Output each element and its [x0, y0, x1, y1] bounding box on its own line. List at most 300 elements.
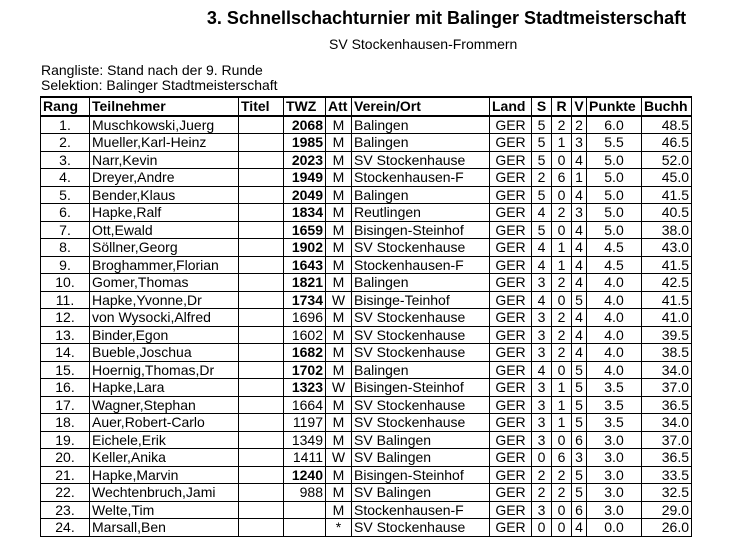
points-cell: 4.0: [587, 326, 642, 344]
country-cell: GER: [490, 169, 532, 187]
buchholz-cell: 41.5: [642, 186, 692, 204]
buchholz-cell: 43.0: [642, 239, 692, 257]
rank-cell: 9.: [41, 256, 90, 274]
att-cell: M: [326, 186, 352, 204]
name-cell: Welte,Tim: [90, 501, 239, 519]
table-row: [41, 116, 692, 134]
buchholz-cell: 29.0: [642, 501, 692, 519]
title-cell: [239, 414, 284, 432]
country-cell: GER: [490, 291, 532, 309]
wins-cell: 5: [532, 116, 552, 134]
country-cell: GER: [490, 431, 532, 449]
col-att: Att: [326, 97, 352, 116]
points-cell: 4.0: [587, 291, 642, 309]
title-cell: [239, 151, 284, 169]
table-row: [41, 379, 692, 397]
points-cell: 3.0: [587, 501, 642, 519]
table-row: [41, 221, 692, 239]
name-cell: Eichele,Erik: [90, 431, 239, 449]
club-cell: Bisinge-Teinhof: [352, 291, 490, 309]
name-cell: Bueble,Joschua: [90, 344, 239, 362]
wins-cell: 5: [532, 151, 552, 169]
buchholz-cell: 52.0: [642, 151, 692, 169]
country-cell: GER: [490, 519, 532, 537]
name-cell: Wagner,Stephan: [90, 396, 239, 414]
wins-cell: 3: [532, 396, 552, 414]
twz-cell: 2049: [284, 186, 326, 204]
att-cell: M: [326, 309, 352, 327]
club-cell: Balingen: [352, 361, 490, 379]
losses-cell: 3: [572, 204, 587, 222]
draws-cell: 2: [552, 484, 572, 502]
points-cell: 5.5: [587, 134, 642, 152]
title-cell: [239, 239, 284, 257]
name-cell: Binder,Egon: [90, 326, 239, 344]
name-cell: Muschkowski,Juerg: [90, 116, 239, 134]
points-cell: 3.0: [587, 484, 642, 502]
twz-cell: 1659: [284, 221, 326, 239]
club-cell: Balingen: [352, 134, 490, 152]
title-cell: [239, 204, 284, 222]
name-cell: Auer,Robert-Carlo: [90, 414, 239, 432]
att-cell: W: [326, 291, 352, 309]
table-row: [41, 256, 692, 274]
table-row: [41, 466, 692, 484]
table-row: [41, 239, 692, 257]
wins-cell: 5: [532, 186, 552, 204]
country-cell: GER: [490, 466, 532, 484]
att-cell: M: [326, 256, 352, 274]
att-cell: M: [326, 396, 352, 414]
table-row: [41, 309, 692, 327]
draws-cell: 2: [552, 204, 572, 222]
points-cell: 3.0: [587, 431, 642, 449]
country-cell: GER: [490, 116, 532, 134]
country-cell: GER: [490, 151, 532, 169]
country-cell: GER: [490, 379, 532, 397]
club-cell: SV Balingen: [352, 431, 490, 449]
wins-cell: 0: [532, 519, 552, 537]
title-cell: [239, 326, 284, 344]
table-row: [41, 344, 692, 362]
points-cell: 0.0: [587, 519, 642, 537]
rank-cell: 5.: [41, 186, 90, 204]
rank-cell: 22.: [41, 484, 90, 502]
club-cell: SV Stockenhause: [352, 344, 490, 362]
col-r: R: [552, 97, 572, 116]
losses-cell: 1: [572, 169, 587, 187]
losses-cell: 4: [572, 309, 587, 327]
rank-cell: 20.: [41, 449, 90, 467]
twz-cell: 1602: [284, 326, 326, 344]
title-cell: [239, 396, 284, 414]
club-cell: SV Stockenhause: [352, 396, 490, 414]
col-teilnehmer: Teilnehmer: [90, 97, 239, 116]
rank-cell: 14.: [41, 344, 90, 362]
points-cell: 3.0: [587, 466, 642, 484]
name-cell: Broghammer,Florian: [90, 256, 239, 274]
rank-cell: 21.: [41, 466, 90, 484]
losses-cell: 5: [572, 361, 587, 379]
wins-cell: 4: [532, 204, 552, 222]
draws-cell: 0: [552, 519, 572, 537]
table-row: [41, 169, 692, 187]
col-v: V: [572, 97, 587, 116]
twz-cell: 1411: [284, 449, 326, 467]
document-subtitle: SV Stockenhausen-Frommern: [329, 36, 518, 52]
draws-cell: 1: [552, 134, 572, 152]
losses-cell: 5: [572, 484, 587, 502]
name-cell: von Wysocki,Alfred: [90, 309, 239, 327]
country-cell: GER: [490, 239, 532, 257]
att-cell: *: [326, 519, 352, 537]
losses-cell: 4: [572, 151, 587, 169]
title-cell: [239, 309, 284, 327]
points-cell: 5.0: [587, 151, 642, 169]
country-cell: GER: [490, 344, 532, 362]
name-cell: Hapke,Ralf: [90, 204, 239, 222]
losses-cell: 5: [572, 396, 587, 414]
country-cell: GER: [490, 396, 532, 414]
table-row: [41, 449, 692, 467]
points-cell: 3.5: [587, 379, 642, 397]
country-cell: GER: [490, 309, 532, 327]
att-cell: M: [326, 484, 352, 502]
rank-cell: 11.: [41, 291, 90, 309]
twz-cell: 1834: [284, 204, 326, 222]
rank-cell: 18.: [41, 414, 90, 432]
club-cell: Reutlingen: [352, 204, 490, 222]
col-s: S: [532, 97, 552, 116]
att-cell: M: [326, 414, 352, 432]
att-cell: M: [326, 344, 352, 362]
points-cell: 5.0: [587, 169, 642, 187]
name-cell: Hapke,Lara: [90, 379, 239, 397]
wins-cell: 3: [532, 344, 552, 362]
draws-cell: 2: [552, 116, 572, 134]
club-cell: SV Balingen: [352, 484, 490, 502]
points-cell: 5.0: [587, 186, 642, 204]
att-cell: W: [326, 449, 352, 467]
buchholz-cell: 32.5: [642, 484, 692, 502]
losses-cell: 4: [572, 274, 587, 292]
twz-cell: [284, 519, 326, 537]
points-cell: 4.5: [587, 239, 642, 257]
att-cell: M: [326, 431, 352, 449]
points-cell: 3.5: [587, 396, 642, 414]
country-cell: GER: [490, 449, 532, 467]
losses-cell: 3: [572, 449, 587, 467]
att-cell: M: [326, 326, 352, 344]
points-cell: 6.0: [587, 116, 642, 134]
rank-cell: 4.: [41, 169, 90, 187]
table-row: [41, 484, 692, 502]
losses-cell: 4: [572, 326, 587, 344]
buchholz-cell: 34.0: [642, 414, 692, 432]
wins-cell: 4: [532, 239, 552, 257]
twz-cell: 1902: [284, 239, 326, 257]
buchholz-cell: 39.5: [642, 326, 692, 344]
title-cell: [239, 484, 284, 502]
draws-cell: 1: [552, 396, 572, 414]
wins-cell: 3: [532, 431, 552, 449]
draws-cell: 2: [552, 326, 572, 344]
rank-cell: 16.: [41, 379, 90, 397]
att-cell: W: [326, 379, 352, 397]
club-cell: Bisingen-Steinhof: [352, 379, 490, 397]
title-cell: [239, 501, 284, 519]
table-row: [41, 291, 692, 309]
wins-cell: 3: [532, 309, 552, 327]
club-cell: SV Stockenhause: [352, 326, 490, 344]
name-cell: Söllner,Georg: [90, 239, 239, 257]
table-row: [41, 151, 692, 169]
club-cell: SV Balingen: [352, 449, 490, 467]
draws-cell: 0: [552, 501, 572, 519]
title-cell: [239, 169, 284, 187]
draws-cell: 1: [552, 239, 572, 257]
table-row: [41, 519, 692, 537]
wins-cell: 3: [532, 414, 552, 432]
losses-cell: 4: [572, 239, 587, 257]
draws-cell: 2: [552, 466, 572, 484]
losses-cell: 4: [572, 256, 587, 274]
twz-cell: 1696: [284, 309, 326, 327]
points-cell: 5.0: [587, 221, 642, 239]
wins-cell: 4: [532, 291, 552, 309]
losses-cell: 6: [572, 431, 587, 449]
buchholz-cell: 37.0: [642, 379, 692, 397]
twz-cell: 988: [284, 484, 326, 502]
rank-cell: 7.: [41, 221, 90, 239]
wins-cell: 3: [532, 379, 552, 397]
losses-cell: 5: [572, 414, 587, 432]
name-cell: Mueller,Karl-Heinz: [90, 134, 239, 152]
draws-cell: 0: [552, 361, 572, 379]
losses-cell: 5: [572, 379, 587, 397]
name-cell: Marsall,Ben: [90, 519, 239, 537]
title-cell: [239, 344, 284, 362]
country-cell: GER: [490, 221, 532, 239]
wins-cell: 0: [532, 449, 552, 467]
buchholz-cell: 34.0: [642, 361, 692, 379]
standings-table: [40, 96, 692, 537]
country-cell: GER: [490, 484, 532, 502]
table-row: [41, 274, 692, 292]
twz-cell: 1240: [284, 466, 326, 484]
buchholz-cell: 48.5: [642, 116, 692, 134]
club-cell: Balingen: [352, 116, 490, 134]
table-header-row: [41, 97, 692, 116]
table-row: [41, 186, 692, 204]
wins-cell: 2: [532, 466, 552, 484]
country-cell: GER: [490, 274, 532, 292]
wins-cell: 2: [532, 484, 552, 502]
name-cell: Hapke,Marvin: [90, 466, 239, 484]
country-cell: GER: [490, 256, 532, 274]
att-cell: M: [326, 221, 352, 239]
draws-cell: 0: [552, 291, 572, 309]
twz-cell: 1197: [284, 414, 326, 432]
draws-cell: 2: [552, 309, 572, 327]
twz-cell: 1349: [284, 431, 326, 449]
country-cell: GER: [490, 326, 532, 344]
club-cell: Balingen: [352, 274, 490, 292]
rank-cell: 15.: [41, 361, 90, 379]
rank-cell: 23.: [41, 501, 90, 519]
club-cell: Stockenhausen-F: [352, 501, 490, 519]
att-cell: M: [326, 239, 352, 257]
rank-cell: 3.: [41, 151, 90, 169]
rank-cell: 10.: [41, 274, 90, 292]
buchholz-cell: 40.5: [642, 204, 692, 222]
name-cell: Keller,Anika: [90, 449, 239, 467]
title-cell: [239, 291, 284, 309]
draws-cell: 0: [552, 221, 572, 239]
wins-cell: 5: [532, 134, 552, 152]
points-cell: 3.5: [587, 414, 642, 432]
att-cell: M: [326, 116, 352, 134]
draws-cell: 6: [552, 169, 572, 187]
country-cell: GER: [490, 414, 532, 432]
title-cell: [239, 519, 284, 537]
att-cell: M: [326, 151, 352, 169]
points-cell: 4.0: [587, 361, 642, 379]
buchholz-cell: 26.0: [642, 519, 692, 537]
buchholz-cell: 38.5: [642, 344, 692, 362]
buchholz-cell: 33.5: [642, 466, 692, 484]
table-row: [41, 501, 692, 519]
twz-cell: 1734: [284, 291, 326, 309]
buchholz-cell: 36.5: [642, 449, 692, 467]
country-cell: GER: [490, 501, 532, 519]
name-cell: Ott,Ewald: [90, 221, 239, 239]
draws-cell: 0: [552, 151, 572, 169]
points-cell: 4.0: [587, 274, 642, 292]
col-land: Land: [490, 97, 532, 116]
rank-cell: 8.: [41, 239, 90, 257]
table-row: [41, 326, 692, 344]
name-cell: Hoernig,Thomas,Dr: [90, 361, 239, 379]
col-twz: TWZ: [284, 97, 326, 116]
draws-cell: 1: [552, 256, 572, 274]
rank-cell: 17.: [41, 396, 90, 414]
title-cell: [239, 134, 284, 152]
twz-cell: 1643: [284, 256, 326, 274]
wins-cell: 4: [532, 256, 552, 274]
document-title: 3. Schnellschachturnier mit Balinger Stadtmeisterschaft: [206, 8, 687, 28]
club-cell: SV Stockenhause: [352, 239, 490, 257]
col-punkte: Punkte: [587, 97, 642, 116]
att-cell: M: [326, 274, 352, 292]
ranking-status: Rangliste: Stand nach der 9. Runde: [41, 62, 263, 78]
country-cell: GER: [490, 204, 532, 222]
table-row: [41, 134, 692, 152]
points-cell: 4.5: [587, 256, 642, 274]
club-cell: SV Stockenhause: [352, 519, 490, 537]
title-cell: [239, 221, 284, 239]
twz-cell: [284, 501, 326, 519]
losses-cell: 5: [572, 466, 587, 484]
rank-cell: 13.: [41, 326, 90, 344]
table-row: [41, 204, 692, 222]
wins-cell: 2: [532, 169, 552, 187]
country-cell: GER: [490, 361, 532, 379]
att-cell: M: [326, 466, 352, 484]
buchholz-cell: 38.0: [642, 221, 692, 239]
club-cell: SV Stockenhause: [352, 151, 490, 169]
name-cell: Hapke,Yvonne,Dr: [90, 291, 239, 309]
att-cell: M: [326, 501, 352, 519]
title-cell: [239, 361, 284, 379]
draws-cell: 2: [552, 344, 572, 362]
wins-cell: 3: [532, 274, 552, 292]
title-cell: [239, 449, 284, 467]
title-cell: [239, 466, 284, 484]
twz-cell: 2023: [284, 151, 326, 169]
points-cell: 5.0: [587, 204, 642, 222]
twz-cell: 1949: [284, 169, 326, 187]
losses-cell: 4: [572, 344, 587, 362]
draws-cell: 6: [552, 449, 572, 467]
twz-cell: 2068: [284, 116, 326, 134]
draws-cell: 2: [552, 274, 572, 292]
country-cell: GER: [490, 134, 532, 152]
att-cell: M: [326, 134, 352, 152]
title-cell: [239, 186, 284, 204]
att-cell: M: [326, 169, 352, 187]
title-cell: [239, 116, 284, 134]
buchholz-cell: 41.0: [642, 309, 692, 327]
club-cell: Stockenhausen-F: [352, 256, 490, 274]
table-row: [41, 361, 692, 379]
losses-cell: 3: [572, 134, 587, 152]
col-rang: Rang: [41, 97, 90, 116]
name-cell: Narr,Kevin: [90, 151, 239, 169]
points-cell: 4.0: [587, 344, 642, 362]
name-cell: Dreyer,Andre: [90, 169, 239, 187]
table-row: [41, 414, 692, 432]
col-titel: Titel: [239, 97, 284, 116]
wins-cell: 3: [532, 501, 552, 519]
title-cell: [239, 256, 284, 274]
losses-cell: 6: [572, 501, 587, 519]
att-cell: M: [326, 361, 352, 379]
table-row: [41, 431, 692, 449]
club-cell: SV Stockenhause: [352, 309, 490, 327]
draws-cell: 0: [552, 186, 572, 204]
twz-cell: 1985: [284, 134, 326, 152]
losses-cell: 5: [572, 291, 587, 309]
draws-cell: 1: [552, 379, 572, 397]
losses-cell: 4: [572, 519, 587, 537]
country-cell: GER: [490, 186, 532, 204]
title-cell: [239, 379, 284, 397]
club-cell: Stockenhausen-F: [352, 169, 490, 187]
name-cell: Wechtenbruch,Jami: [90, 484, 239, 502]
losses-cell: 4: [572, 221, 587, 239]
name-cell: Bender,Klaus: [90, 186, 239, 204]
title-cell: [239, 274, 284, 292]
rank-cell: 12.: [41, 309, 90, 327]
table-row: [41, 396, 692, 414]
col-buchh: Buchh: [642, 97, 692, 116]
selection-info: Selektion: Balinger Stadtmeisterschaft: [41, 77, 278, 93]
wins-cell: 5: [532, 221, 552, 239]
rank-cell: 2.: [41, 134, 90, 152]
club-cell: Bisingen-Steinhof: [352, 221, 490, 239]
points-cell: 3.0: [587, 449, 642, 467]
